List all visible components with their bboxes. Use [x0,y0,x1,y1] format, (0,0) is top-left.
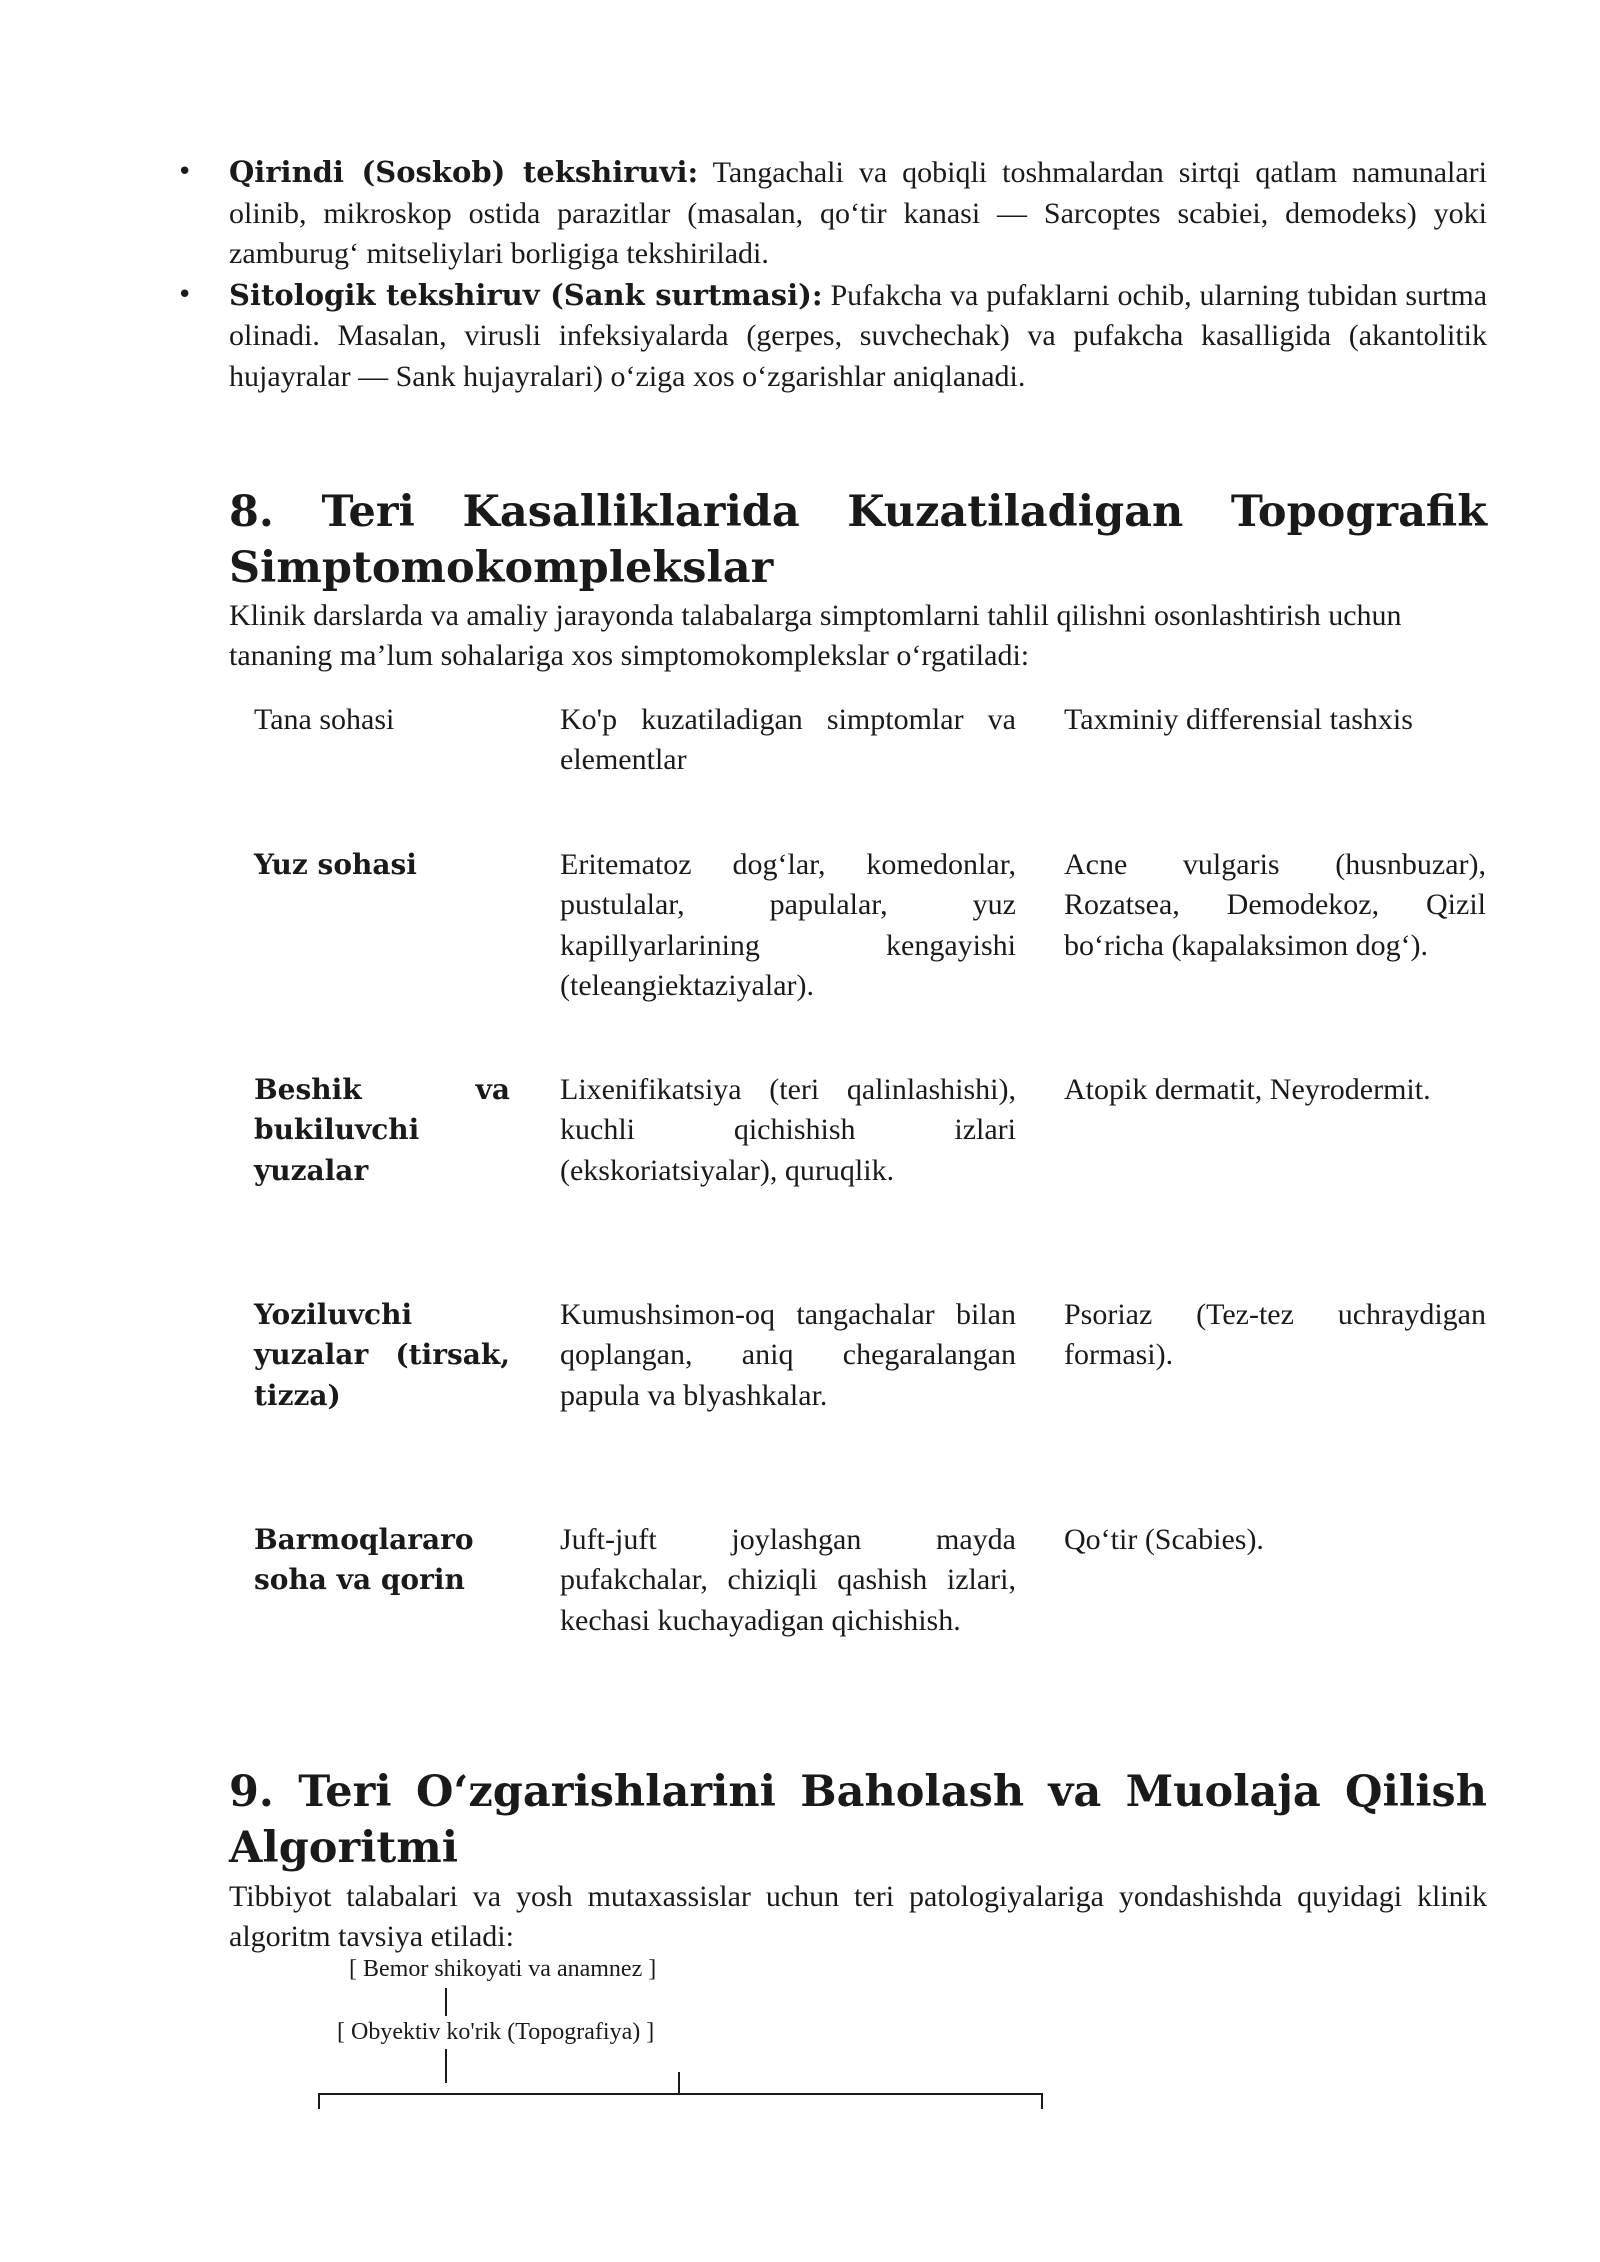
symptom-table [254,700,1486,1641]
flow-branch-line [318,2093,1043,2095]
symptoms-cell: Kumushsimon-oq tangachalar bilan qoplangan, aniq chegaralangan papula va blyashkalar. [560,1298,1016,1412]
diagnosis-cell: Qo‘tir (Scabies). [1064,1523,1264,1556]
list-item [229,275,1487,398]
flow-step-examination: [ Obyektiv ko'rik (Topografiya) ] [337,2019,655,2045]
bullet-title: Qirindi (Soskob) tekshiruvi: [229,155,699,189]
flow-connector [678,2072,680,2094]
bullet-text: Tangachali va qobiqli toshmalardan sirtqi qatlam namunalari olinib, mikroskop ostida parazitlar (masalan, qo‘tir kanasi — Sarcoptes scabiei, demodeks) yoki zamburug‘ mitseliylari borligiga tekshiriladi. [229,156,1487,270]
section-8-intro: Klinik darslarda va amaliy jarayonda talabalarga simptomlarni tahlil qilishni osonlashtirish uchun tananing ma’lum sohalariga xos simptomokomplekslar o‘rgatiladi: [229,599,1402,672]
column-header: Tana sohasi [254,703,395,736]
exam-methods-list [229,152,1487,397]
table-row [254,1070,1486,1295]
heading-line: 8. Teri Kasalliklarida Kuzatiladigan Topografik [229,487,1487,537]
flow-step-complaint: [ Bemor shikoyati va anamnez ] [349,1956,657,1982]
flow-connector [445,1988,447,2016]
flow-connector [445,2049,447,2083]
heading-line: Simptomokomplekslar [229,543,774,593]
section-9-heading [229,1764,1487,1876]
table-header-row [254,700,1486,845]
column-header: Taxminiy differensial tashxis [1064,703,1413,736]
body-area-cell: Yuz sohasi [254,848,417,881]
body-area-cell: Barmoqlararo soha va qorin [254,1523,474,1597]
diagnosis-cell: Atopik dermatit, Neyrodermit. [1064,1073,1431,1106]
table-row [254,1520,1486,1641]
body-area-cell: Yoziluvchi yuzalar (tirsak, tizza) [254,1298,510,1412]
section-8-heading [229,484,1487,596]
heading-line: 9. Teri O‘zgarishlarini Baholash va Muolaja Qilish [229,1767,1487,1817]
symptoms-cell: Eritematoz dog‘lar, komedonlar, pustulalar, papulalar, yuz kapillyarlarining kengayishi (teleangiektaziyalar). [560,848,1016,1002]
list-item [229,152,1487,275]
section-9-intro: Tibbiyot talabalari va yosh mutaxassislar uchun teri patologiyalariga yondashishda quyidagi klinik algoritm tavsiya etiladi: [229,1880,1487,1953]
diagnosis-cell: Acne vulgaris (husnbuzar), Rozatsea, Demodekoz, Qizil bo‘richa (kapalaksimon dog‘). [1064,848,1486,962]
body-area-cell: Beshik va bukiluvchi yuzalar [254,1073,510,1187]
bullet-title: Sitologik tekshiruv (Sank surtmasi): [229,277,823,312]
bullet-text: Pufakcha va pufaklarni ochib, ularning tubidan surtma olinadi. Masalan, virusli infeksiyalarda (gerpes, suvchechak) va pufakcha kasalligida (akantolitik hujayralar — Sank hujayralari) o‘ziga xos o‘zgarishlar aniqlanadi. [229,278,1488,393]
diagnosis-cell: Psoriaz (Tez-tez uchraydigan formasi). [1064,1298,1486,1372]
column-header: Ko'p kuzatiladigan simptomlar va elementlar [560,703,1016,777]
table-row [254,1295,1486,1520]
symptoms-cell: Lixenifikatsiya (teri qalinlashishi), kuchli qichishish izlari (ekskoriatsiyalar), quruqlik. [560,1073,1016,1187]
table-row [254,845,1486,1070]
flow-branch-drop [1041,2093,1043,2109]
symptoms-cell: Juft-juft joylashgan mayda pufakchalar, chiziqli qashish izlari, kechasi kuchayadigan qichishish. [560,1523,1016,1637]
heading-line: Algoritmi [229,1823,459,1873]
flow-branch-drop [318,2093,320,2109]
